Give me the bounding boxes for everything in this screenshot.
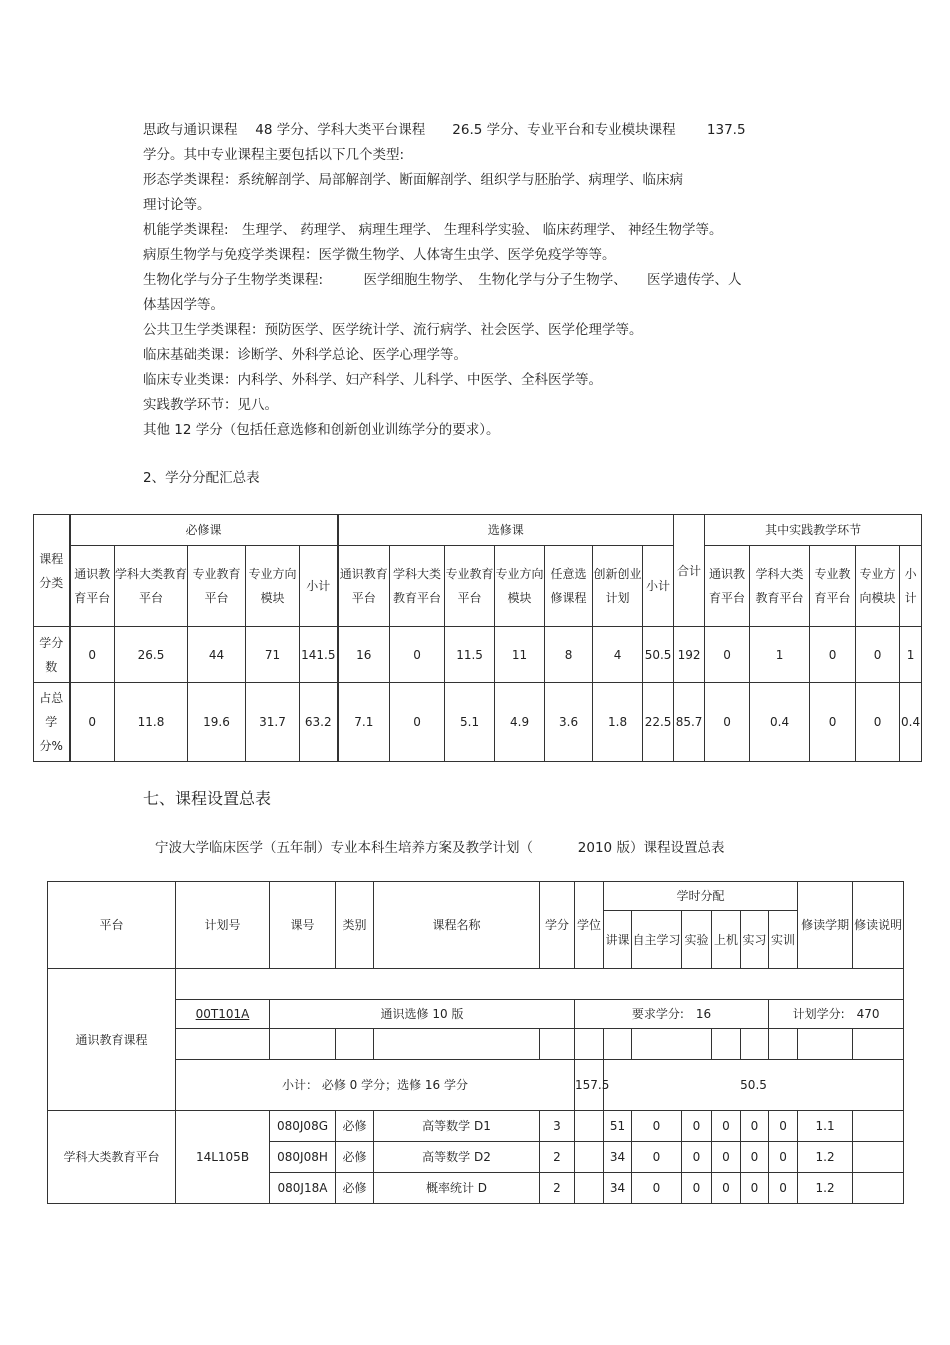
col-required-subtotal: 小计 [300, 546, 338, 627]
hdr-computer: 上机 [712, 911, 741, 969]
hdr-plan-no: 计划号 [176, 882, 270, 969]
course-semester: 1.2 [798, 1142, 853, 1173]
cell: 1 [900, 627, 922, 683]
empty-cell [769, 1029, 798, 1060]
course-note [853, 1111, 904, 1142]
course-lecture: 51 [604, 1111, 632, 1142]
col-elective-direction: 专业方向模块 [495, 546, 545, 627]
course-table-title: 宁波大学临床医学（五年制）专业本科生培养方案及教学计划（ 2010 版）课程设置总表 [155, 840, 725, 856]
course-prac: 0 [741, 1142, 769, 1173]
col-required-direction: 专业方向模块 [246, 546, 300, 627]
intro-line-1: 学分。其中专业课程主要包括以下几个类型: [143, 147, 405, 163]
cell: 11.5 [445, 627, 495, 683]
col-elective-innovation: 创新创业计划 [593, 546, 643, 627]
empty-cell [540, 1029, 575, 1060]
cell: 7.1 [338, 683, 390, 762]
empty-cell [798, 1029, 853, 1060]
cell: 4.9 [495, 683, 545, 762]
cell: 0 [705, 627, 750, 683]
course-comp: 0 [712, 1142, 741, 1173]
cell: 0.4 [750, 683, 810, 762]
course-degree [575, 1111, 604, 1142]
general-code-text: 00T101A [195, 1007, 250, 1021]
course-lecture: 34 [604, 1142, 632, 1173]
course-category: 必修 [336, 1173, 374, 1204]
hdr-credits: 学分 [540, 882, 575, 969]
course-lecture: 34 [604, 1173, 632, 1204]
cell: 0 [705, 683, 750, 762]
hdr-experiment: 实验 [682, 911, 712, 969]
empty-cell [741, 1029, 769, 1060]
col-elective-discipline: 学科大类教育平台 [390, 546, 445, 627]
intro-line-8: 公共卫生学类课程：预防医学、医学统计学、流行病学、社会医学、医学伦理学等。 [143, 322, 643, 338]
intro-line-10: 临床专业类课：内科学、外科学、妇产科学、儿科学、中医学、全科医学等。 [143, 372, 602, 388]
cell: 1 [750, 627, 810, 683]
cell: 1.8 [593, 683, 643, 762]
course-prac: 0 [741, 1111, 769, 1142]
hdr-practice: 实习 [741, 911, 769, 969]
empty-cell [575, 1029, 604, 1060]
cell: 16 [338, 627, 390, 683]
empty-cell [176, 1029, 270, 1060]
cell: 0 [856, 627, 900, 683]
course-self: 0 [632, 1173, 682, 1204]
cell: 19.6 [188, 683, 246, 762]
general-plan-credits: 计划学分: 470 [769, 1000, 904, 1029]
col-required-discipline: 学科大类教育平台 [115, 546, 188, 627]
col-elective-subtotal: 小计 [643, 546, 674, 627]
intro-line-7: 体基因学等。 [143, 297, 224, 313]
cell: 31.7 [246, 683, 300, 762]
course-name: 高等数学 D2 [374, 1142, 540, 1173]
intro-line-4: 机能学类课程: 生理学、 药理学、 病理生理学、 生理科学实验、 临床药理学、 神经生物学等。 [143, 222, 723, 238]
hdr-training: 实训 [769, 911, 798, 969]
intro-line-5: 病原生物学与免疫学类课程：医学微生物学、人体寄生虫学、医学免疫学等等。 [143, 247, 616, 263]
intro-line-2: 形态学类课程：系统解剖学、局部解剖学、断面解剖学、组织学与胚胎学、病理学、临床病 [143, 172, 683, 188]
course-semester: 1.2 [798, 1173, 853, 1204]
hdr-note: 修读说明 [853, 882, 904, 969]
col-elective-general: 通识教育平台 [338, 546, 390, 627]
hdr-degree: 学位 [575, 882, 604, 969]
cell: 0 [390, 683, 445, 762]
section-7-title: 七、课程设置总表 [143, 789, 272, 808]
col-practice-discipline: 学科大类教育平台 [750, 546, 810, 627]
course-name: 高等数学 D1 [374, 1111, 540, 1142]
general-code [176, 1000, 270, 1029]
course-credits: 2 [540, 1173, 575, 1204]
empty-cell [712, 1029, 741, 1060]
empty-cell [853, 1029, 904, 1060]
course-degree [575, 1173, 604, 1204]
col-required-major: 专业教育平台 [188, 546, 246, 627]
course-train: 0 [769, 1142, 798, 1173]
course-note [853, 1173, 904, 1204]
cell: 63.2 [300, 683, 338, 762]
hdr-course-no: 课号 [270, 882, 336, 969]
course-self: 0 [632, 1111, 682, 1142]
cell: 50.5 [643, 627, 674, 683]
cell: 44 [188, 627, 246, 683]
intro-line-6: 生物化学与分子生物学类课程: 医学细胞生物学、 生物化学与分子生物学、 医学遗传学、人 [143, 272, 742, 288]
credit-summary-table [33, 514, 922, 762]
empty-cell [374, 1029, 540, 1060]
cell: 26.5 [115, 627, 188, 683]
cell: 0 [810, 627, 856, 683]
course-exp: 0 [682, 1173, 712, 1204]
hdr-lecture: 讲课 [604, 911, 632, 969]
table-row [48, 1111, 904, 1142]
course-note [853, 1142, 904, 1173]
course-train: 0 [769, 1111, 798, 1142]
cell: 22.5 [643, 683, 674, 762]
course-train: 0 [769, 1173, 798, 1204]
cell: 0 [856, 683, 900, 762]
course-comp: 0 [712, 1111, 741, 1142]
row-label: 占总学分% [34, 683, 70, 762]
course-semester: 1.1 [798, 1111, 853, 1142]
intro-line-11: 实践教学环节：见八。 [143, 397, 278, 413]
col-practice-direction: 专业方向模块 [856, 546, 900, 627]
cell: 0 [70, 627, 115, 683]
section-2-title: 2、学分分配汇总表 [143, 470, 260, 486]
hdr-hours: 学时分配 [604, 882, 798, 911]
course-category: 必修 [336, 1142, 374, 1173]
cell: 3.6 [545, 683, 593, 762]
col-elective-major: 专业教育平台 [445, 546, 495, 627]
general-name: 通识选修 10 版 [270, 1000, 575, 1029]
col-elective-any: 任意选修课程 [545, 546, 593, 627]
course-code: 080J08H [270, 1142, 336, 1173]
cell: 0.4 [900, 683, 922, 762]
hdr-platform: 平台 [48, 882, 176, 969]
course-self: 0 [632, 1142, 682, 1173]
hdr-course-name: 课程名称 [374, 882, 540, 969]
cell: 85.7 [674, 683, 705, 762]
cell: 4 [593, 627, 643, 683]
table-row [34, 627, 922, 683]
general-subtotal-label: 小计： 必修 0 学分；选修 16 学分 [176, 1060, 575, 1111]
cell: 71 [246, 627, 300, 683]
hdr-semester: 修读学期 [798, 882, 853, 969]
col-practice-major: 专业教育平台 [810, 546, 856, 627]
cell: 0 [390, 627, 445, 683]
group-required: 必修课 [70, 515, 338, 546]
cell: 0 [810, 683, 856, 762]
hdr-self-study: 自主学习 [632, 911, 682, 969]
course-credits: 2 [540, 1142, 575, 1173]
empty-cell [270, 1029, 336, 1060]
platform-discipline: 学科大类教育平台 [48, 1111, 176, 1204]
intro-line-12: 其他 12 学分（包括任意选修和创新创业训练学分的要求）。 [143, 422, 500, 438]
intro-line-3: 理讨论等。 [143, 197, 211, 213]
platform-general: 通识教育课程 [48, 969, 176, 1111]
empty-cell [336, 1029, 374, 1060]
row-label: 学分数 [34, 627, 70, 683]
general-subtotal-credits: 157.5 [575, 1060, 604, 1111]
group-total: 合计 [674, 515, 705, 627]
empty-cell [604, 1029, 632, 1060]
cell: 11 [495, 627, 545, 683]
cell: 8 [545, 627, 593, 683]
discipline-plan-no: 14L105B [176, 1111, 270, 1204]
intro-line-9: 临床基础类课：诊断学、外科学总论、医学心理学等。 [143, 347, 467, 363]
course-category: 必修 [336, 1111, 374, 1142]
table-row [34, 683, 922, 762]
col-required-general: 通识教育平台 [70, 546, 115, 627]
cell: 0 [70, 683, 115, 762]
col-practice-general: 通识教育平台 [705, 546, 750, 627]
empty-cell [632, 1029, 712, 1060]
course-prac: 0 [741, 1173, 769, 1204]
intro-line-0: 思政与通识课程 48 学分、学科大类平台课程 26.5 学分、专业平台和专业模块课程 137.5 [143, 122, 746, 138]
hdr-category: 类别 [336, 882, 374, 969]
spacer [176, 969, 904, 1000]
course-code: 080J18A [270, 1173, 336, 1204]
cell: 11.8 [115, 683, 188, 762]
group-elective: 选修课 [338, 515, 674, 546]
course-name: 概率统计 D [374, 1173, 540, 1204]
cell: 5.1 [445, 683, 495, 762]
cell: 192 [674, 627, 705, 683]
col-practice-subtotal: 小计 [900, 546, 922, 627]
row-header-category: 课程分类 [34, 515, 70, 627]
cell: 141.5 [300, 627, 338, 683]
course-degree [575, 1142, 604, 1173]
course-setting-table [47, 881, 904, 1204]
group-practice: 其中实践教学环节 [705, 515, 922, 546]
general-required-credits: 要求学分: 16 [575, 1000, 769, 1029]
course-code: 080J08G [270, 1111, 336, 1142]
course-exp: 0 [682, 1111, 712, 1142]
course-credits: 3 [540, 1111, 575, 1142]
course-exp: 0 [682, 1142, 712, 1173]
course-comp: 0 [712, 1173, 741, 1204]
general-subtotal-hours: 50.5 [604, 1060, 904, 1111]
